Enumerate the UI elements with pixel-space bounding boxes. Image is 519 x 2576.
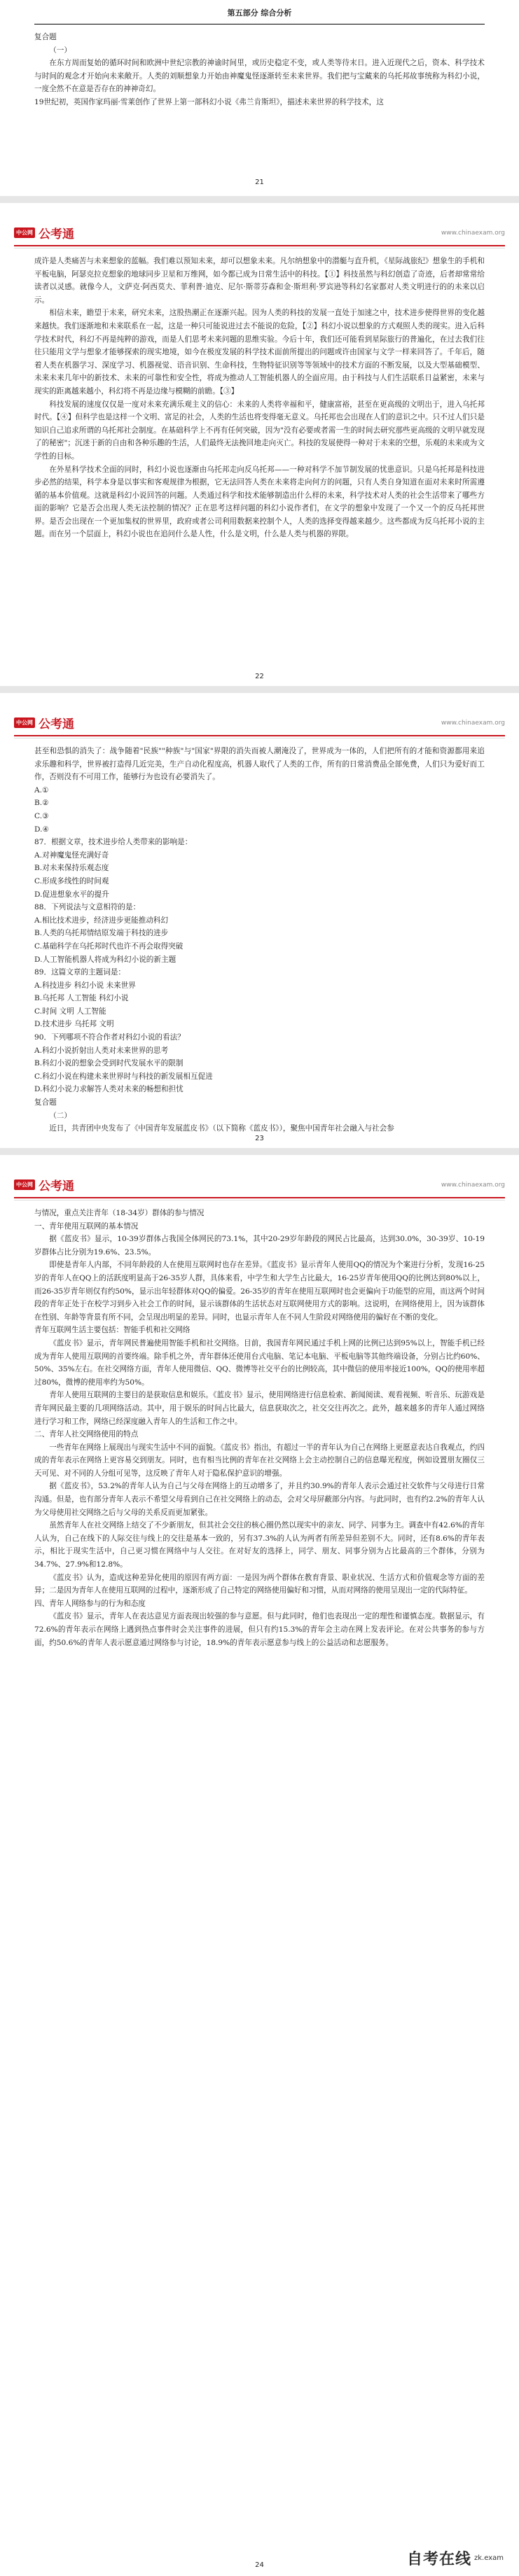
option: C.时间 文明 人工智能 <box>34 1007 106 1016</box>
paragraph: 《蓝皮书》认为，造成这种差异化使用的原因有两方面：一是因为两个群体在教育背景、职业状况、生活方式和价值观念等方面的差异；二是因为青年人在使用互联网的过程中，逐渐形成了自己特定的网络使用偏好和习惯，从而对网络的使用呈现出一定的代际特征。 <box>34 1573 485 1595</box>
paragraph: 成许是人类痛苦与未来想象的蓝幅。我们难以预知未来，却可以想象未来。凡尔纳想象中的潜艇与直升机，《星际战旅纪》想象生的手机和平板电脑，阿瑟克拉克想象的地球同步卫星和万维网，如今都已成为日常生活中的科技。【①】科技虽然与科幻创造了奇迹，后者却常常给读者以灵感。就像今人，文萨克·阿西莫夫、菲利普·迪克、尼尔·斯蒂芬森和金·斯坦利·罗宾逊等科幻名家都对人类文明进行的的未来以启示。 <box>34 257 485 304</box>
site-url: www.chinaexam.org <box>441 1182 505 1189</box>
page-body <box>34 255 485 541</box>
paragraph: 在外星科学技术全面的同时，科幻小说也逐渐由乌托邦走向反乌托邦——一种对科学不加节制发展的忧患意识。只是乌托邦是科技进步必然的结果，科学本身是以事实和客观规律为根据，它无法回答人类在未来将走向何方的问题，只有人类自身知道在面对未来时所需遵循的基本价值观。这就是科幻小说回答的问题。人类通过科学和技术能够制造出什么样的未来，科学技术对人类的社会生活带来了哪些方面的影响？它是否会出现人类无法控制的情况？正在思考这样问题的科幻小说作者们，在文学的想象中发现了一个又一个的反乌托邦世界。是否会出现在一个更加集权的世界里，政府或者公司利用数据来控制个人，人类的选择变得越来越少。这些都成为反乌托邦小说的主题。而在另一个层面上，科幻小说也在追问什么是人性，什么是文明，什么是人类与机器的界限。 <box>34 465 485 539</box>
site-url: www.chinaexam.org <box>441 230 505 237</box>
logo-badge: 中公网 <box>14 227 35 238</box>
page-body <box>34 745 485 1135</box>
paragraph: 一些青年在网络上展现出与现实生活中不同的面貌。《蓝皮书》指出，有超过一半的青年认为自己在网络上更愿意表达自我观点，约四成的青年表示在网络上更容易交到朋友。同时，也有相当比例的青年在社交网络上会主动控制自己的信息曝光程度，例如设置朋友圈仅三天可见、对不同的人分组可见等，这反映了青年人对于隐私保护意识的增强。 <box>34 1443 485 1478</box>
logo-text: 公考通 <box>39 227 74 241</box>
document-page-22 <box>0 203 519 686</box>
paragraph: 《蓝皮书》显示，青年网民普遍使用智能手机和社交网络。目前，我国青年网民通过手机上网的比例已达到95%以上，智能手机已经成为青年人使用互联网的首要终端。除手机之外，青年群体还使用台式电脑、笔记本电脑、平板电脑等其他终端设备，分别占比约60%、50%、35%左右。在社交网络方面，青年人使用微信、QQ、微博等社交平台的比例较高，其中微信的使用率接近100%，QQ的使用率超过80%，微博的使用率约为50%。 <box>34 1338 485 1387</box>
watermark-subtext: zk.exam <box>474 2554 504 2562</box>
document-page-23 <box>0 693 519 1148</box>
page-body <box>34 31 485 109</box>
question: 88．下列说法与文意相符的是： <box>34 903 141 912</box>
option: C.科幻小说在构建未来世界时与科技的新发展相互促进 <box>34 1072 213 1081</box>
paragraph: 相信未来，瞻望于未来，研究未来，这股热潮正在逐渐兴起。因为人类的科技的发展一直处于加速之中，技术进步使得世界的变化越来越快。我们逐渐地和未来联系在一起，这是一种只可能说进过去不能说的危险，【②】科幻小说以想象的方式观照人类的现实。进入后科学技术时代，科幻不再是纯粹的游戏，而是人们思考未来问题的思维实验。今后十年，我们还可能看到星际旅行的普遍化，在过去我们往往只能用文学与想象才能够探索的现实地境，如今在极度发展的科学技术面前所提出的问题或许由国家与文学一样来回答了。千年后，随着人类在机器学习、深度学习、机器视觉、语音识别、生命科技，生物特征识别等等领域中的技术方面的不断发展，以及大型基础模型、未来未来几年中的新技术、未来的可靠性和安全性，将成为推动人工智能机器人的全面应用。由于科技与人们生活联系日益紧密，未来与现实的距离越来越小，科幻将不再是边缘与模糊的前瞻。【③】 <box>34 309 485 396</box>
page-number: 21 <box>255 178 264 186</box>
brand-header <box>14 223 505 244</box>
document-page-21 <box>0 0 519 196</box>
document-page-24 <box>0 1155 519 2576</box>
paragraph: 即使是青年人内部，不同年龄段的人在使用互联网时也存在差异。《蓝皮书》显示青年人使用QQ的情况为个案进行分析，发现16-25岁的青年人在QQ上的活跃度明显高于26-35岁人群，具体来看，中学生和大学生占比最大，16-25岁青年使用QQ的比例达到80%以上，而26-35岁青年则仅有约50%，显示出年轻群体对QQ的偏爱。26-35岁的青年在使用互联网时也会更偏向于功能型的应用，而这两个时间段的青年正处于在校学习到步入社会工作的时间，显示该群体的生活状态对互联网使用方式的影响。这说明，在网络使用上，因为该群体在性别、年龄等背景有所不同，会呈现出明显的差异。同时，也显示青年人在不同人生阶段对网络使用的偏好在不断的变化。 <box>34 1261 485 1322</box>
paragraph: 《蓝皮书》显示，青年人在表达意见方面表现出较强的参与意愿。但与此同时，他们也表现出一定的理性和谨慎态度。数据显示，有72.6%的青年表示在网络上遇到热点事件时会关注事件的进展，但只有约15.3%的青年会主动在网上发表评论。在对公共事务的参与方面，约50.6%的青年人表示愿意通过网络参与讨论，18.9%的青年表示愿意参与线上的公益活动和志愿服务。 <box>34 1612 485 1647</box>
option: B.科幻小说的想象会受到时代发展水平的限制 <box>34 1059 184 1068</box>
logo-text: 公考通 <box>39 718 74 732</box>
paragraph: 科技发展的速度仅仅是一度对未来充满乐观主义的信心：未来的人类将幸福和平，健康富裕，甚至在更高级的文明出于，进入乌托邦时代。【④】但科学也是这样一个文明、富足的社会，人类的生活也将变得毫无意义。乌托邦也会出现在人们的意识之中。只不过人们只是知识自己追求所谓的乌托邦社会制度。在基础科学上不再有任何突破，因为"没有必要或者需一生的时间去研究那些更高级的文明早就发现了的秘密"；沉迷于新的自由和各种乐趣的生活，人们最终无法挽回地走向灭亡。科技的发展使得一种对于未来的空想，乐观的未来成为文学性的目标。 <box>34 400 485 461</box>
option: A.科幻小说折射出人类对未来世界的思考 <box>34 1046 169 1055</box>
option: B.② <box>34 799 49 808</box>
option: B.人类的乌托邦情结原发端于科技的进步 <box>34 929 169 938</box>
option: A.对神魔鬼怪充满好奇 <box>34 850 109 860</box>
section-type: 复合题 <box>34 33 57 41</box>
subheading: 一、青年使用互联网的基本情况 <box>34 1222 139 1231</box>
option: D.人工智能机器人将成为科幻小说的新主题 <box>34 955 177 964</box>
brand-logo <box>14 224 74 241</box>
question: 89．这篇文章的主题词是： <box>34 968 126 977</box>
site-url: www.chinaexam.org <box>441 720 505 727</box>
paragraph: 甚至和恐惧的消失了：战争随着"民族""种族"与"国家"界限的消失而被人潮淹没了，世界成为一体的，人们把所有的才能和资源都用来追求乐趣和科学，世界被打造得几近完美，生产自动化程度高，机器人取代了人类的工作，所有的日常消费品全部免费，人们只为爱好而工作，否则没有不可用工作，能够行为也设有必要消失了。 <box>34 747 485 782</box>
logo-text: 公考通 <box>39 1180 74 1194</box>
paragraph: 在东方周而复始的循环时间和欧洲中世纪宗教的神谕时间里，或历史稳定不变，或人类等待末日。进入近现代之后，资本、科学技术与时间的观念才开始向未来敞开。人类的刘顺想象力开始由神魔鬼怪逐渐转至未来世界。我们把与宝藏来的乌托邦故事统称为科幻小说，一度全然不在意是否存在的神神奇幻。 <box>34 59 485 94</box>
brand-logo <box>14 714 74 732</box>
option: A.① <box>34 785 49 794</box>
subheading: 青年互联网生活主要包括：智能手机和社交网络 <box>34 1326 191 1335</box>
option: B.对未来保持乐观态度 <box>34 864 109 873</box>
option: C.③ <box>34 811 49 820</box>
question: 90．下列哪项不符合作者对科幻小说的看法？ <box>34 1033 185 1042</box>
paragraph: 据《蓝皮书》显示，10-39岁群体占我国全体网民的73.1%，其中20-29岁年龄段的网民占比最高，达到30.0%，30-39岁、10-19岁群体占比分别为19.6%、23.5%。 <box>34 1235 485 1256</box>
page-number: 23 <box>255 1135 264 1142</box>
option: D.④ <box>34 825 49 834</box>
option: C.形成多线性的时间观 <box>34 876 109 886</box>
option: D.促进想象水平的提升 <box>34 890 109 899</box>
brand-divider <box>14 245 505 246</box>
option: D.技术进步 乌托邦 文明 <box>34 1020 114 1029</box>
question: 87．根据文章，技术进步给人类带来的影响是： <box>34 838 193 847</box>
page-number: 22 <box>255 673 264 680</box>
section-number: （一） <box>49 46 71 55</box>
logo-badge: 中公网 <box>14 718 35 728</box>
page-body <box>34 1207 485 1649</box>
option: A.相比技术进步，经济进步更能推动科幻 <box>34 916 169 925</box>
brand-divider <box>14 735 505 736</box>
brand-header <box>14 1175 505 1196</box>
brand-logo <box>14 1176 74 1194</box>
section-number: （二） <box>49 1111 71 1120</box>
watermark-logo <box>403 2546 508 2570</box>
option: C.基础科学在乌托邦时代也许不再会取得突破 <box>34 941 184 951</box>
section-type: 复合题 <box>34 1098 57 1107</box>
option: D.科幻小说力求解答人类对未来的畅想和担忧 <box>34 1085 184 1094</box>
paragraph: 近日，共青团中央发布了《中国青年发展蓝皮书》（以下简称《蓝皮书》），聚焦中国青年社会融入与社会参 <box>49 1124 394 1133</box>
brand-divider <box>14 1197 505 1198</box>
brand-header <box>14 713 505 734</box>
paragraph: 19世纪初，英国作家玛丽·雪莱创作了世界上第一部科幻小说《弗兰肯斯坦》，描述未来世界的科学技术，这 <box>34 97 384 106</box>
logo-badge: 中公网 <box>14 1180 35 1190</box>
page-header-title: 第五部分 综合分析 <box>227 8 292 18</box>
page-number: 24 <box>255 2561 264 2569</box>
watermark-text: 自考在线 <box>407 2551 472 2568</box>
paragraph: 虽然青年人在社交网络上结交了不少新朋友，但其社会交往的核心圈仍然以现实中的亲友、同学、同事为主。调查中有42.6%的青年人认为，自己在线下的人际交往与线上的交往是基本一致的，另有37.3%的人认为两者有所差异但差别不大。同时，还有8.6%的青年表示，相比于现实生活中，自己更习惯在网络中与人交往。在对好友的选择上，同学、朋友、同事分别为占比最高的三个群体，分别为34.7%、27.9%和12.8%。 <box>34 1521 485 1569</box>
paragraph: 青年人使用互联网的主要目的是获取信息和娱乐。《蓝皮书》显示，使用网络进行信息检索、新闻阅读、观看视频、听音乐、玩游戏是青年网民最主要的几项网络活动。其中，用于娱乐的时间占比最大，信息获取次之，社交交往再次之。此外，越来越多的青年人通过网络进行学习和工作，网络已经深度融入青年人的生活和工作之中。 <box>34 1391 485 1426</box>
paragraph: 与情况，重点关注青年（18-34岁）群体的参与情况 <box>34 1209 205 1217</box>
option: A.科技进步 科幻小说 未来世界 <box>34 981 136 990</box>
subheading: 四、青年人网络参与的行为和态度 <box>34 1599 146 1608</box>
subheading: 二、青年人社交网络使用的特点 <box>34 1430 139 1439</box>
paragraph: 据《蓝皮书》，53.2%的青年人认为自己与父母在网络上的互动增多了，并且约30.9%的青年人表示会通过社交软件与父母进行日常沟通。但是，也有部分青年人表示不希望父母看到自己在社交网络上的动态，会对父母屏蔽部分内容。与此同时，也有约2.2%的青年人认为父母使用社交网络之后与父母的关系反而更加紧张。 <box>34 1482 485 1517</box>
option: B.乌托邦 人工智能 科幻小说 <box>34 994 129 1003</box>
